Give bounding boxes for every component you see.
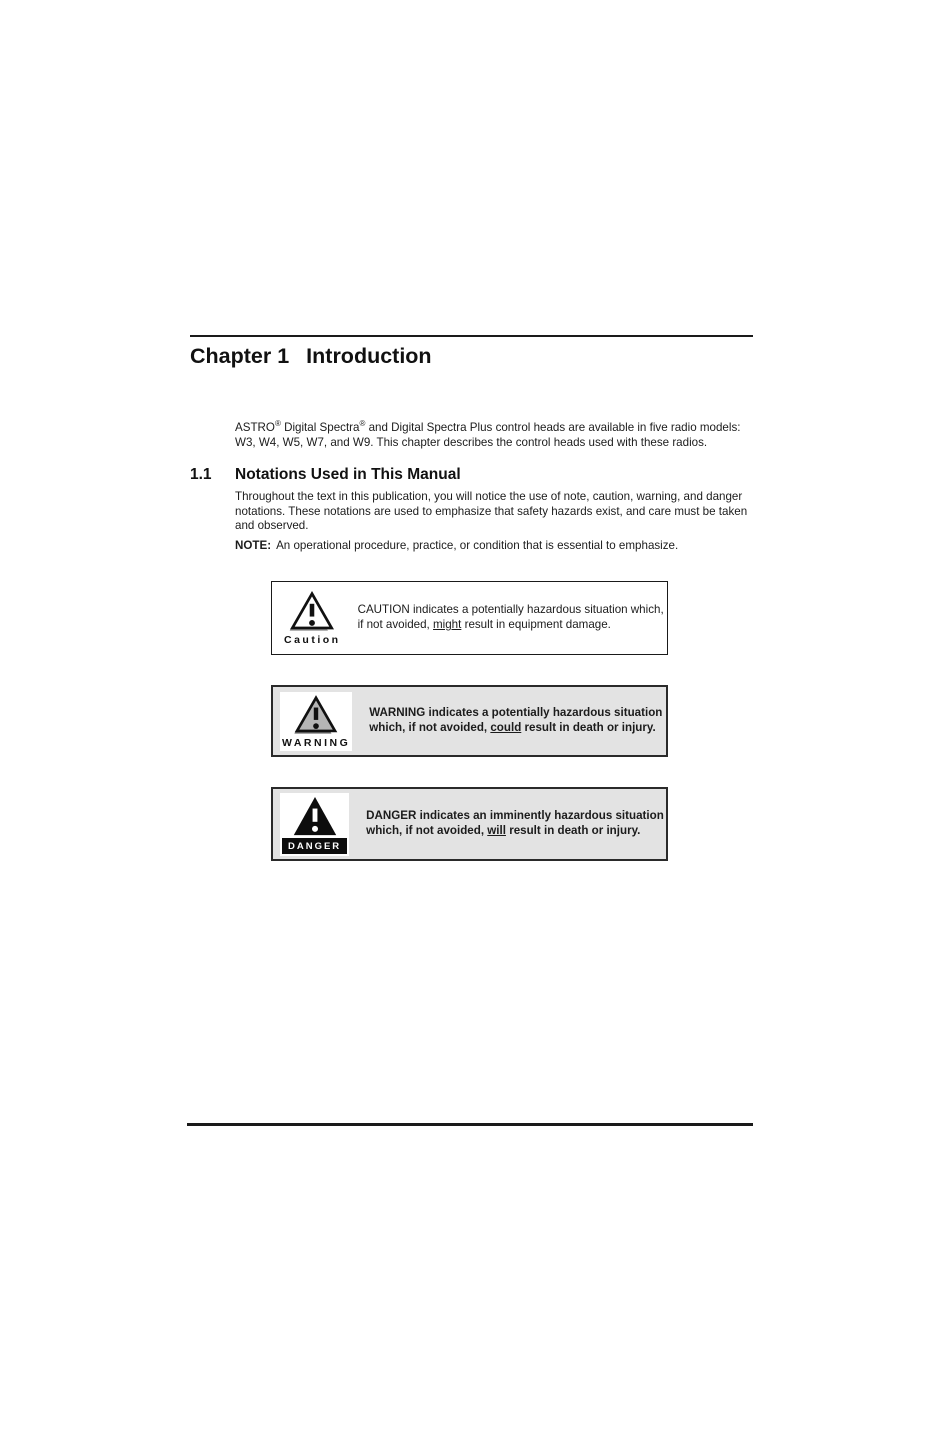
warning-icon bbox=[282, 692, 352, 751]
caution-triangle-icon bbox=[288, 591, 336, 633]
danger-emphasis: will bbox=[487, 824, 506, 837]
caution-text-before: CAUTION indicates a potentially hazardous situation which, if not avoided, bbox=[357, 603, 664, 631]
warning-icon-label: WARNING bbox=[282, 736, 351, 749]
warning-text-before: WARNING indicates a potentially hazardous situation which, if not avoided, bbox=[369, 706, 663, 734]
intro-paragraph bbox=[235, 421, 752, 450]
chapter-title: Introduction bbox=[306, 344, 432, 368]
note-label: NOTE: bbox=[235, 539, 272, 552]
danger-notice-box bbox=[271, 787, 668, 861]
chapter-label: Chapter 1 bbox=[190, 344, 290, 368]
note-text: An operational procedure, practice, or condition that is essential to emphasize. bbox=[276, 539, 679, 552]
warning-notice-box bbox=[271, 685, 668, 757]
header-rule bbox=[190, 335, 753, 337]
danger-icon-patch bbox=[280, 793, 349, 856]
caution-icon bbox=[284, 591, 341, 646]
warning-text bbox=[369, 706, 666, 735]
danger-text bbox=[366, 809, 666, 838]
warning-text-after: result in death or injury. bbox=[521, 721, 656, 734]
registered-mark-icon: ® bbox=[274, 419, 281, 429]
chapter-heading bbox=[190, 346, 432, 368]
note-paragraph bbox=[235, 539, 756, 554]
intro-text: and Digital Spectra Plus control heads are available in five radio models: W3, W4, W5, W7, and W9. This chapter describes the control heads used with these radios. bbox=[235, 421, 741, 449]
warning-emphasis: could bbox=[490, 721, 522, 734]
danger-text-before: DANGER indicates an imminently hazardous situation which, if not avoided, bbox=[366, 809, 664, 837]
section-paragraph: Throughout the text in this publication, you will notice the use of note, caution, warning, and danger notations. These notations are used to emphasize that safety hazards exist, and care must be taken and observed. bbox=[235, 490, 748, 533]
caution-icon-label: Caution bbox=[284, 633, 341, 646]
caution-emphasis: might bbox=[433, 618, 462, 631]
warning-triangle-icon bbox=[293, 695, 339, 736]
danger-icon bbox=[285, 793, 349, 856]
danger-triangle-icon bbox=[292, 796, 338, 837]
product-name: Digital Spectra bbox=[280, 421, 360, 434]
warning-icon-patch bbox=[280, 692, 352, 751]
section-title: Notations Used in This Manual bbox=[235, 466, 461, 483]
registered-mark-icon: ® bbox=[359, 419, 366, 429]
danger-icon-label: DANGER bbox=[282, 838, 347, 854]
section-number: 1.1 bbox=[190, 466, 212, 483]
caution-notice-box bbox=[271, 581, 668, 655]
caution-text bbox=[358, 603, 667, 632]
footer-rule bbox=[187, 1123, 753, 1126]
danger-text-after: result in death or injury. bbox=[505, 824, 641, 837]
caution-text-after: result in equipment damage. bbox=[461, 618, 611, 631]
brand-name: ASTRO bbox=[235, 421, 275, 434]
